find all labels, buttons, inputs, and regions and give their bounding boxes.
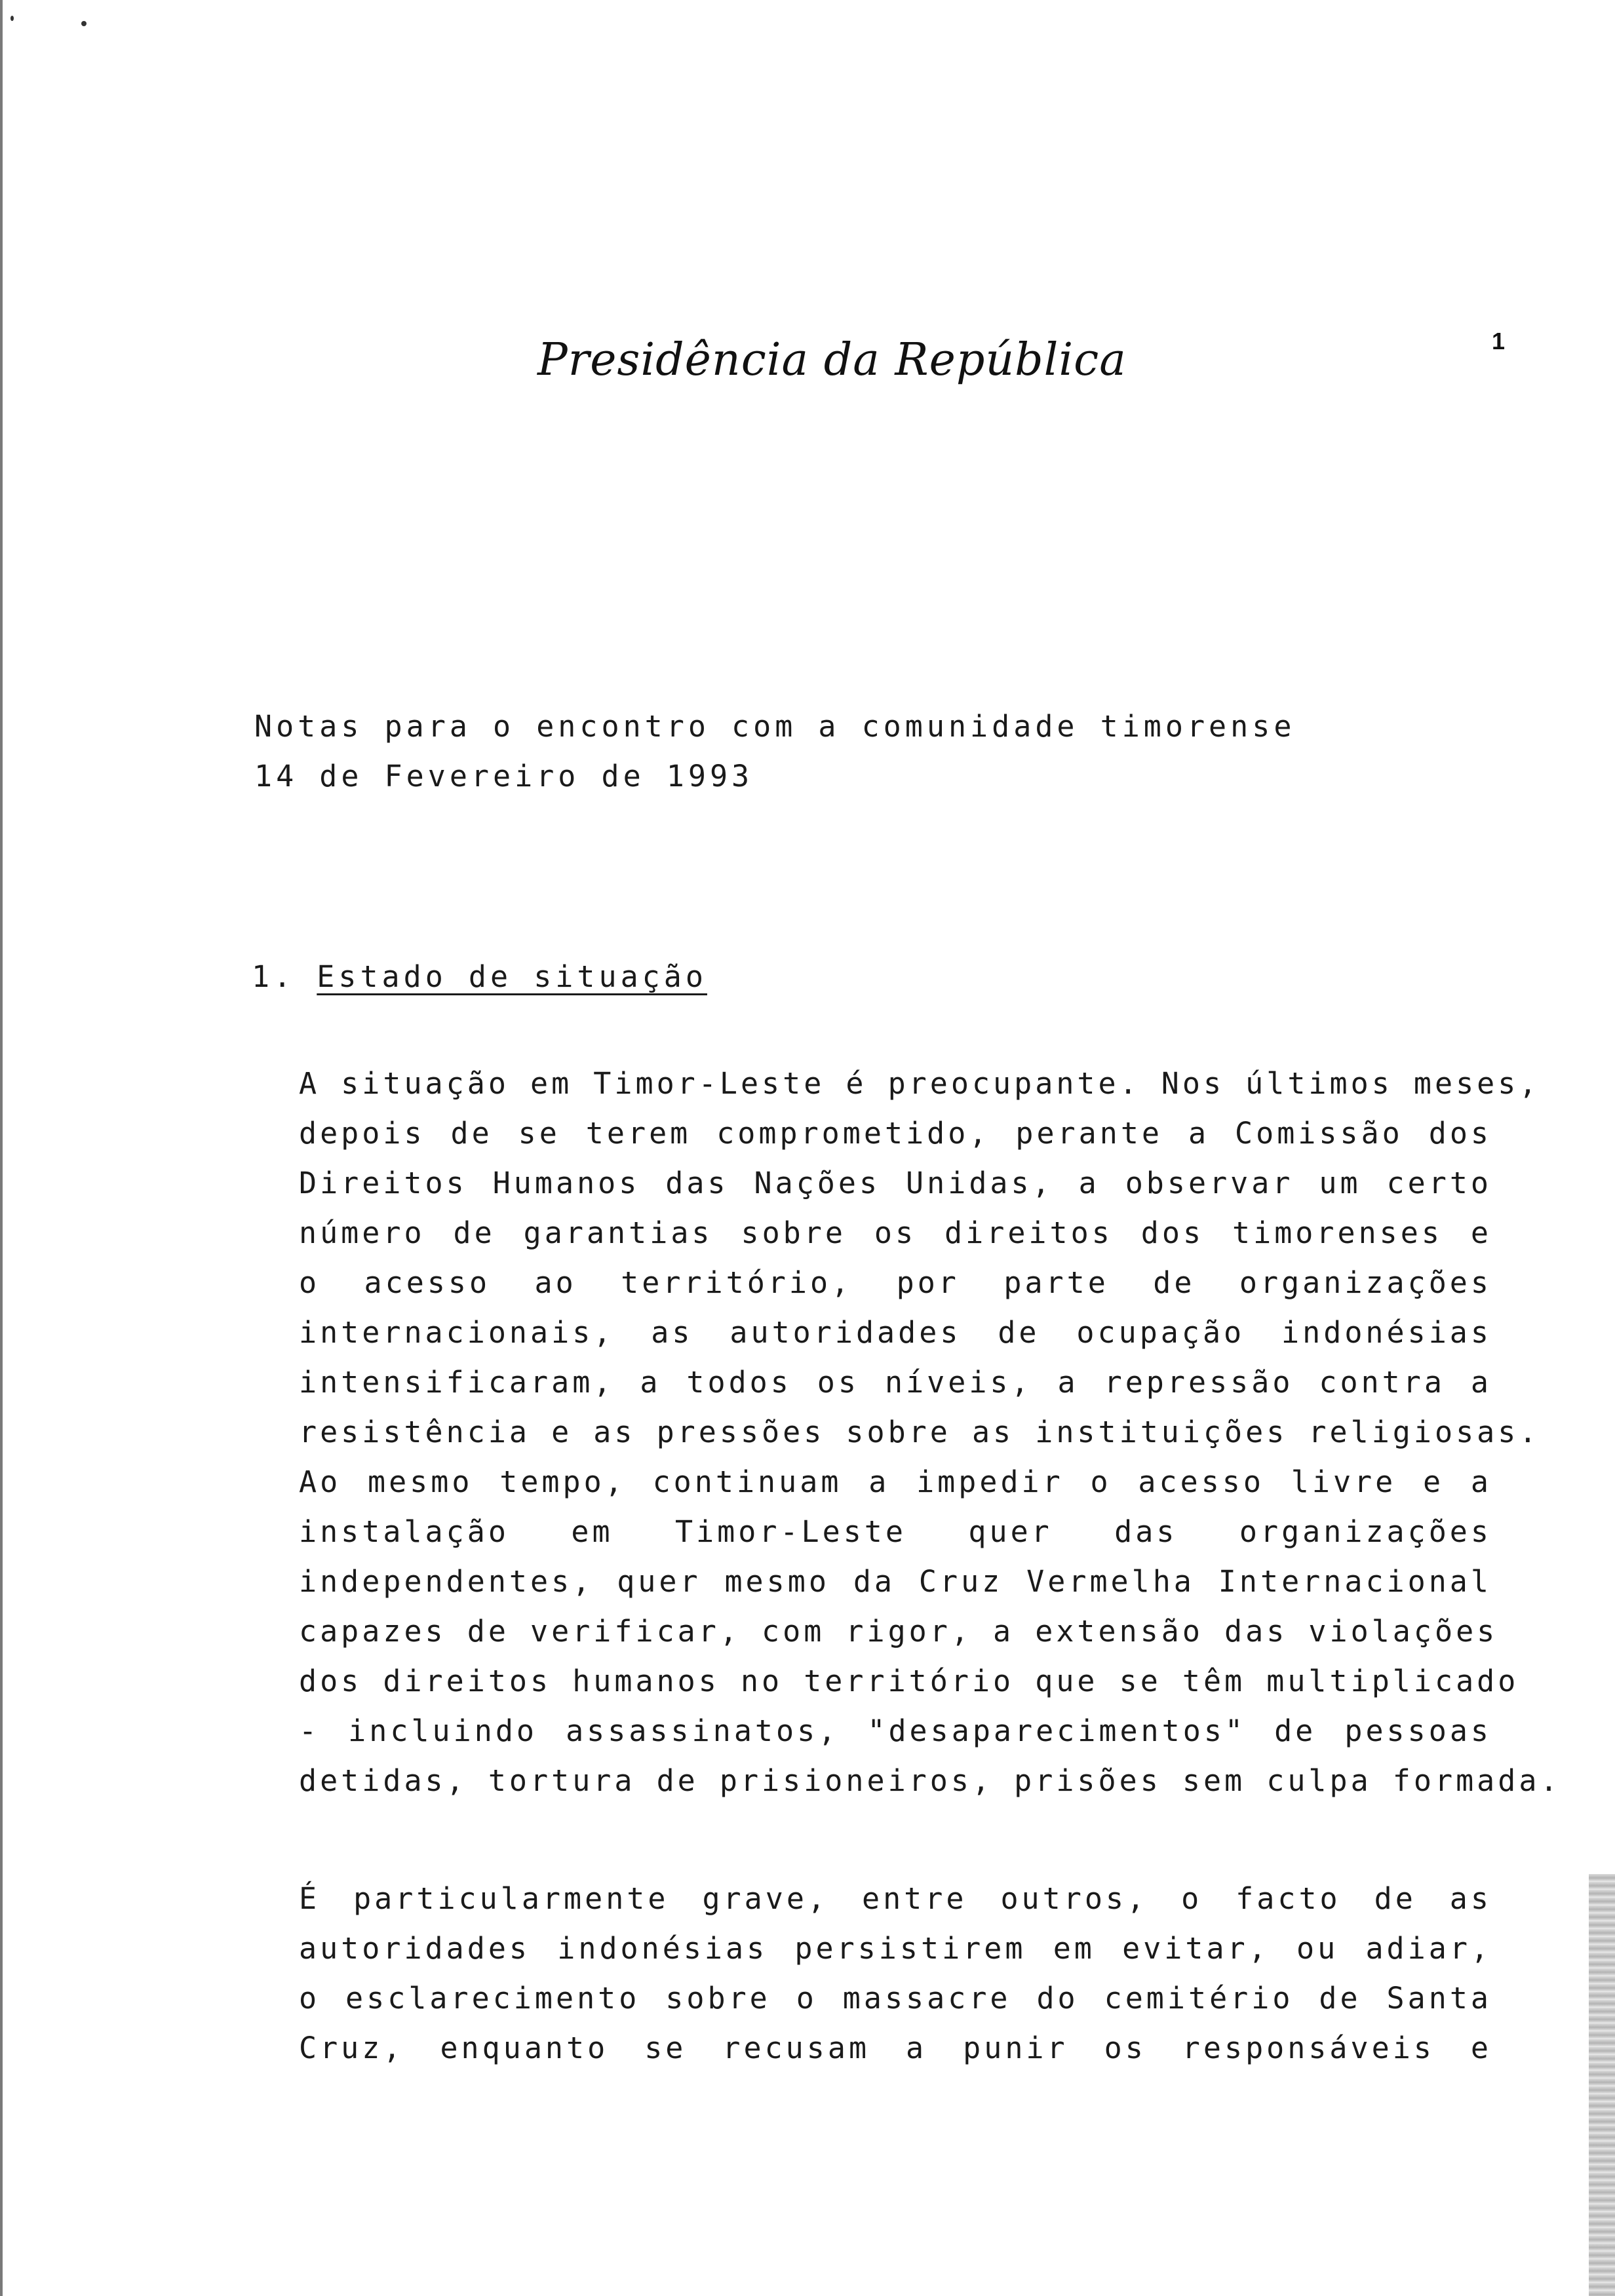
page-number: 1: [1492, 328, 1506, 354]
paragraph-2: [299, 1874, 1492, 2073]
scan-speck: [81, 21, 87, 26]
text-line: A situação em Timor-Leste é preocupante. Nos últimos meses,: [299, 1066, 1540, 1101]
text-line: instalação em Timor-Leste quer das organizações: [299, 1514, 1492, 1549]
section-number: 1.: [252, 959, 296, 994]
text-line: Direitos Humanos das Nações Unidas, a observar um certo: [299, 1166, 1492, 1200]
text-line: É particularmente grave, entre outros, o facto de as: [299, 1881, 1492, 1916]
text-line: internacionais, as autoridades de ocupação indonésias: [299, 1315, 1492, 1350]
document-title: Notas para o encontro com a comunidade timorense: [254, 709, 1296, 744]
letterhead: Presidência da República: [537, 334, 1127, 386]
text-line: detidas, tortura de prisioneiros, prisões sem culpa formada.: [299, 1763, 1561, 1798]
text-line: resistência e as pressões sobre as instituições religiosas.: [299, 1415, 1540, 1449]
section-heading: [252, 959, 707, 994]
text-line: o acesso ao território, por parte de organizações: [299, 1265, 1492, 1300]
paragraph-1: [299, 1059, 1561, 1806]
scan-speck: [10, 16, 14, 21]
section-title: Estado de situação: [317, 959, 707, 994]
scan-left-edge: [0, 0, 3, 2296]
text-line: Cruz, enquanto se recusam a punir os responsáveis e: [299, 2031, 1492, 2065]
text-line: número de garantias sobre os direitos dos timorenses e: [299, 1215, 1492, 1250]
text-line: capazes de verificar, com rigor, a extensão das violações: [299, 1614, 1498, 1649]
text-line: o esclarecimento sobre o massacre do cemitério de Santa: [299, 1981, 1492, 2016]
document-date: 14 de Fevereiro de 1993: [254, 759, 754, 794]
scan-right-edge-artifact: [1589, 1874, 1615, 2296]
text-line: depois de se terem comprometido, perante a Comissão dos: [299, 1116, 1492, 1151]
text-line: Ao mesmo tempo, continuam a impedir o acesso livre e a: [299, 1464, 1492, 1499]
text-line: autoridades indonésias persistirem em evitar, ou adiar,: [299, 1931, 1492, 1966]
text-line: independentes, quer mesmo da Cruz Vermelha Internacional: [299, 1564, 1492, 1599]
text-line: dos direitos humanos no território que se têm multiplicado: [299, 1664, 1519, 1698]
text-line: - incluindo assassinatos, "desaparecimentos" de pessoas: [299, 1713, 1492, 1748]
text-line: intensificaram, a todos os níveis, a repressão contra a: [299, 1365, 1492, 1400]
